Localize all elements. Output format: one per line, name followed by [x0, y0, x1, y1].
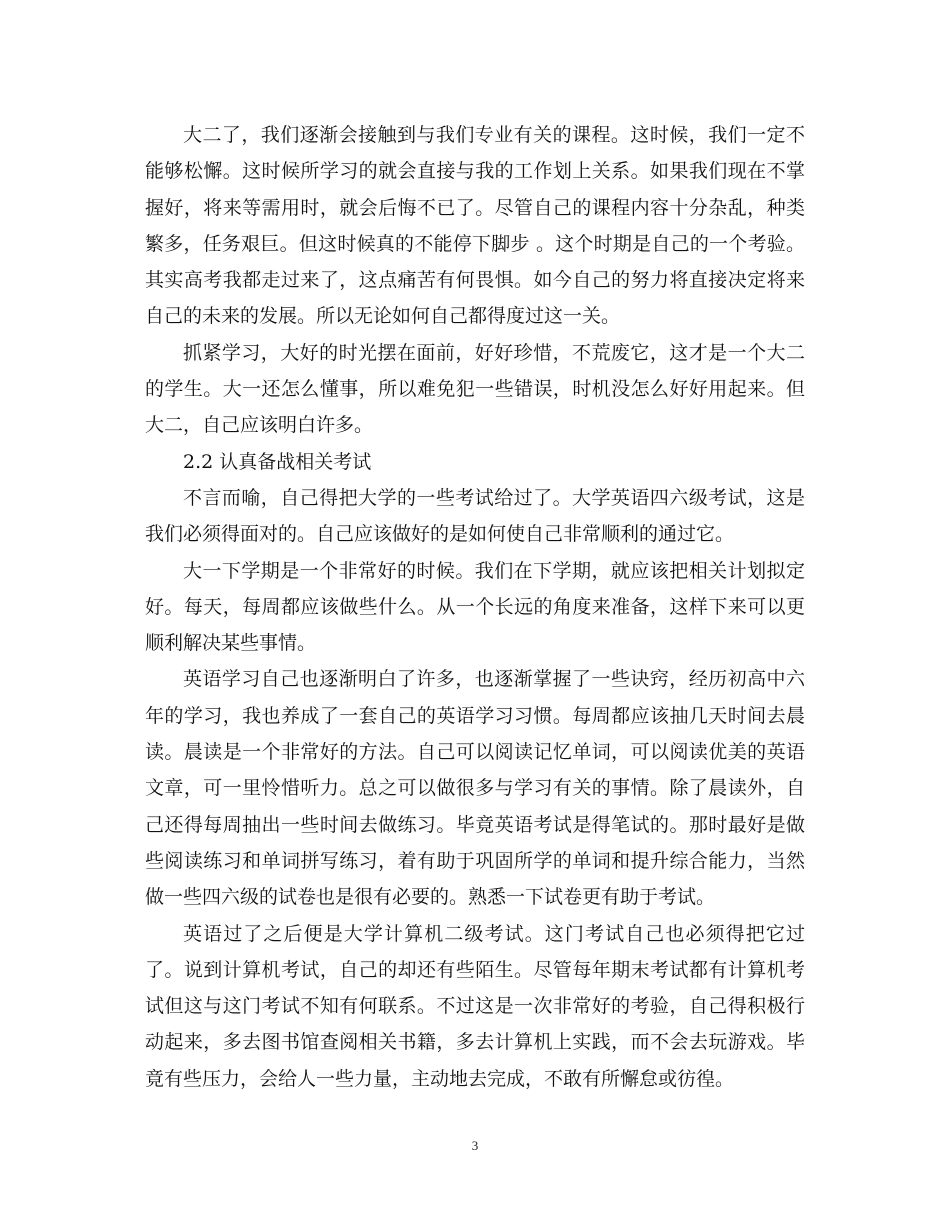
paragraph-second-semester-plan: 大一下学期是一个非常好的时候。我们在下学期，就应该把相关计划拟定好。每天，每周都应该做些什么。从一个长远的角度来准备，这样下来可以更顺利解决某些事情。	[145, 559, 805, 655]
paragraph-cherish-time: 抓紧学习，大好的时光摆在面前，好好珍惜，不荒废它，这才是一个大二的学生。大一还怎么懂事，所以难免犯一些错误，时机没怎么好好用起来。但大二，自己应该明白许多。	[145, 341, 805, 437]
paragraph-cet-exam: 不言而喻，自己得把大学的一些考试给过了。大学英语四六级考试，这是我们必须得面对的。自己应该做好的是如何使自己非常顺利的通过它。	[145, 486, 805, 546]
paragraph-english-study: 英语学习自己也逐渐明白了许多，也逐渐掌握了一些诀窍，经历初高中六年的学习，我也养成了一套自己的英语学习习惯。每周都应该抽几天时间去晨读。晨读是一个非常好的方法。自己可以阅读记忆单词，可以阅读优美的英语文章，可一里怜惜听力。总之可以做很多与学习有关的事情。除了晨读外，自己还得每周抽出一些时间去做练习。毕竟英语考试是得笔试的。那时最好是做些阅读练习和单词拼写练习，着有助于巩固所学的单词和提升综合能力，当然做一些四六级的试卷也是很有必要的。熟悉一下试卷更有助于考试。	[145, 668, 805, 909]
document-body	[145, 117, 805, 1097]
paragraph-sophomore-courses: 大二了，我们逐渐会接触到与我们专业有关的课程。这时候，我们一定不能够松懈。这时候所学习的就会直接与我的工作划上关系。如果我们现在不掌握好，将来等需用时，就会后悔不已了。尽管自己的课程内容十分杂乱，种类繁多，任务艰巨。但这时候真的不能停下脚步 。这个时期是自己的一个考验。其实高考我都走过来了，这点痛苦有何畏惧。如今自己的努力将直接决定将来自己的未来的发展。所以无论如何自己都得度过这一关。	[145, 124, 805, 328]
page-number: 3	[471, 1138, 479, 1153]
paragraph-computer-exam: 英语过了之后便是大学计算机二级考试。这门考试自己也必须得把它过了。说到计算机考试，自己的却还有些陌生。尽管每年期末考试都有计算机考试但这与这门考试不知有何联系。不过这是一次非常好的考验，自己得积极行动起来，多去图书馆查阅相关书籍，多去计算机上实践，而不会去玩游戏。毕竟有些压力，会给人一些力量，主动地去完成，不敢有所懈怠或彷徨。	[145, 922, 805, 1090]
section-heading-exams: 2.2 认真备战相关考试	[183, 450, 372, 473]
